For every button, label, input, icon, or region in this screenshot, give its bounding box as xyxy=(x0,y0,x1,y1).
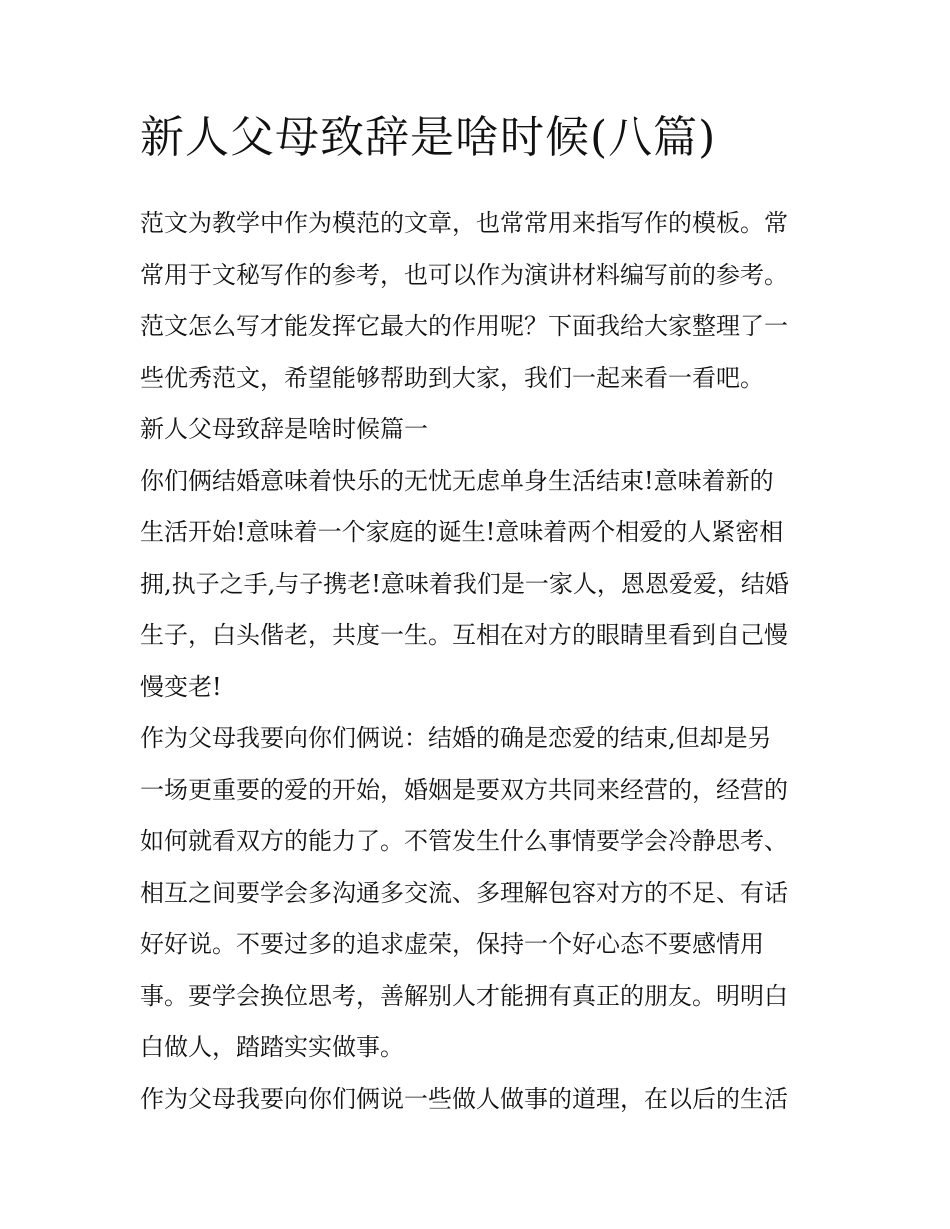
text-line: 作为父母我要向你们俩说一些做人做事的道理，在以后的生活 xyxy=(140,1084,788,1113)
text-line: 生活开始!意味着一个家庭的诞生!意味着两个相爱的人紧密相 xyxy=(140,518,784,546)
text-line: 一场更重要的爱的开始，婚姻是要双方共同来经营的，经营的 xyxy=(140,775,788,804)
text-line: 生子，白头偕老，共度一生。互相在对方的眼睛里看到自己慢 xyxy=(140,621,788,649)
text-line: 如何就看双方的能力了。不管发生什么事情要学会冷静思考、 xyxy=(140,827,788,855)
text-line: 事。要学会换位思考，善解别人才能拥有真正的朋友。明明白 xyxy=(140,981,788,1010)
text-line: 拥,执子之手,与子携老!意味着我们是一家人，恩恩爱爱，结婚 xyxy=(140,569,789,598)
section-heading: 新人父母致辞是啥时候篇一 xyxy=(140,415,428,443)
text-line: 常用于文秘写作的参考，也可以作为演讲材料编写前的参考。 xyxy=(140,260,788,289)
text-line: 好好说。不要过多的追求虚荣，保持一个好心态不要感情用 xyxy=(140,930,764,958)
text-line: 范文为教学中作为模范的文章，也常常用来指写作的模板。常 xyxy=(140,209,788,237)
document-body xyxy=(140,198,820,1125)
text-line: 慢变老! xyxy=(140,672,222,701)
document-title: 新人父母致辞是啥时候(八篇) xyxy=(140,112,717,163)
text-line: 白做人，踏踏实实做事。 xyxy=(140,1033,404,1061)
text-line: 作为父母我要向你们俩说：结婚的确是恋爱的结束,但却是另 xyxy=(140,724,772,752)
text-line: 些优秀范文，希望能够帮助到大家，我们一起来看一看吧。 xyxy=(140,363,764,392)
text-line: 范文怎么写才能发挥它最大的作用呢？下面我给大家整理了一 xyxy=(140,312,788,340)
text-line: 相互之间要学会多沟通多交流、多理解包容对方的不足、有话 xyxy=(140,878,788,907)
text-line: 你们俩结婚意味着快乐的无忧无虑单身生活结束!意味着新的 xyxy=(140,466,774,495)
